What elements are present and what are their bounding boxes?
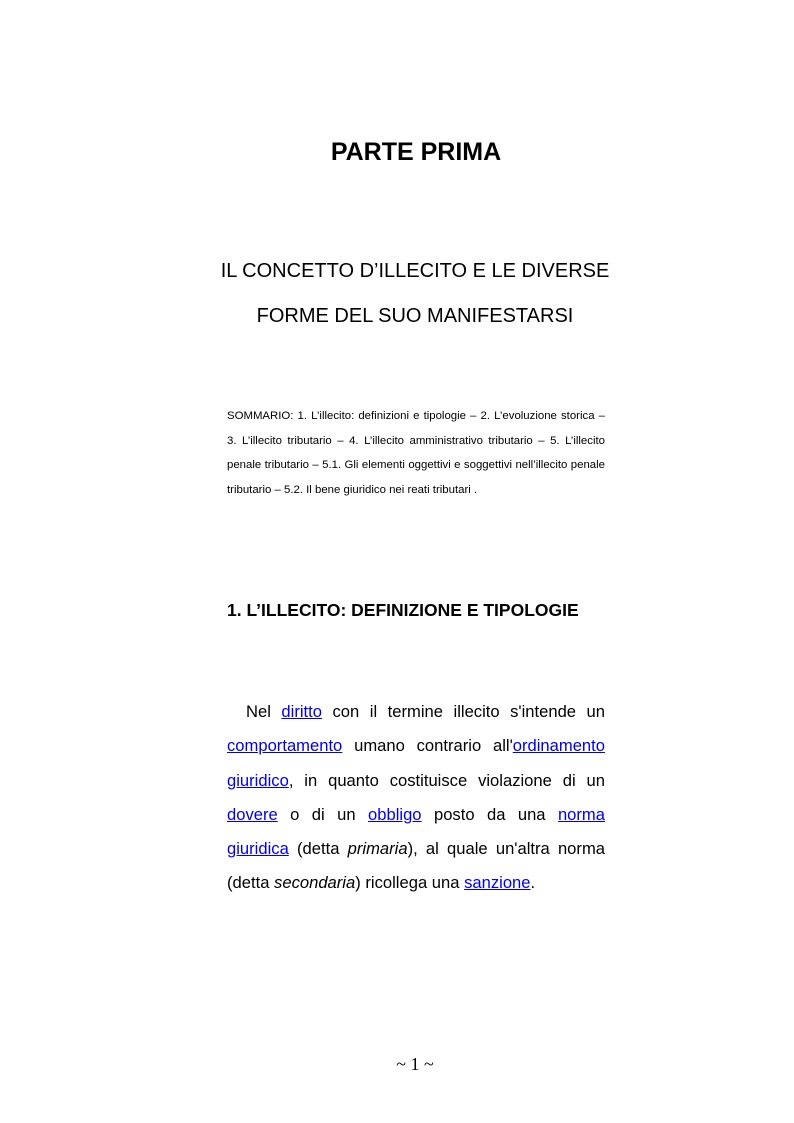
text-run: ) ricollega una (355, 873, 465, 893)
section-heading: 1. L’ILLECITO: DEFINIZIONE E TIPOLOGIE (227, 600, 579, 620)
text-run: umano contrario all' (342, 736, 513, 756)
emphasis-secondaria: secondaria (274, 873, 356, 893)
text-run: ), al quale un'altra norma (detta (227, 839, 605, 893)
link-obbligo[interactable]: obbligo (368, 804, 422, 824)
link-diritto[interactable]: diritto (281, 702, 322, 721)
emphasis-primaria: primaria (347, 839, 408, 859)
text-run: Nel (246, 702, 282, 721)
link-norma-giuridica[interactable]: norma giuridica (227, 804, 605, 859)
summary-paragraph: SOMMARIO: 1. L’illecito: definizioni e tipologie – 2. L’evoluzione storica – 3. L’illecito tributario – 4. L’illecito amministrativo tributario – 5. L’illecito penale tributario – 5.1. Gli elementi oggettivi e soggettivi nell’illecito penale tributario – 5.2. Il bene giuridico nei reati tributari . (227, 410, 605, 496)
body-paragraph (227, 695, 605, 901)
page-number: ~ 1 ~ (396, 1054, 434, 1074)
chapter-title-line-2: FORME DEL SUO MANIFESTARSI (256, 305, 574, 327)
text-run: posto da una (421, 804, 558, 824)
link-dovere[interactable]: dovere (227, 804, 278, 824)
link-ordinamento-giuridico[interactable]: ordinamento giuridico (227, 736, 605, 790)
text-run: . (530, 873, 536, 893)
link-sanzione[interactable]: sanzione (464, 873, 531, 893)
part-title: PARTE PRIMA (330, 138, 502, 166)
text-run: o di un (277, 804, 369, 824)
chapter-title-line-1: IL CONCETTO D’ILLECITO E LE DIVERSE (220, 260, 610, 282)
link-comportamento[interactable]: comportamento (227, 736, 343, 756)
text-run: con il termine illecito s'intende un (322, 702, 606, 721)
text-run: , in quanto costituisce violazione di un (288, 770, 605, 790)
text-run: (detta (288, 839, 348, 859)
